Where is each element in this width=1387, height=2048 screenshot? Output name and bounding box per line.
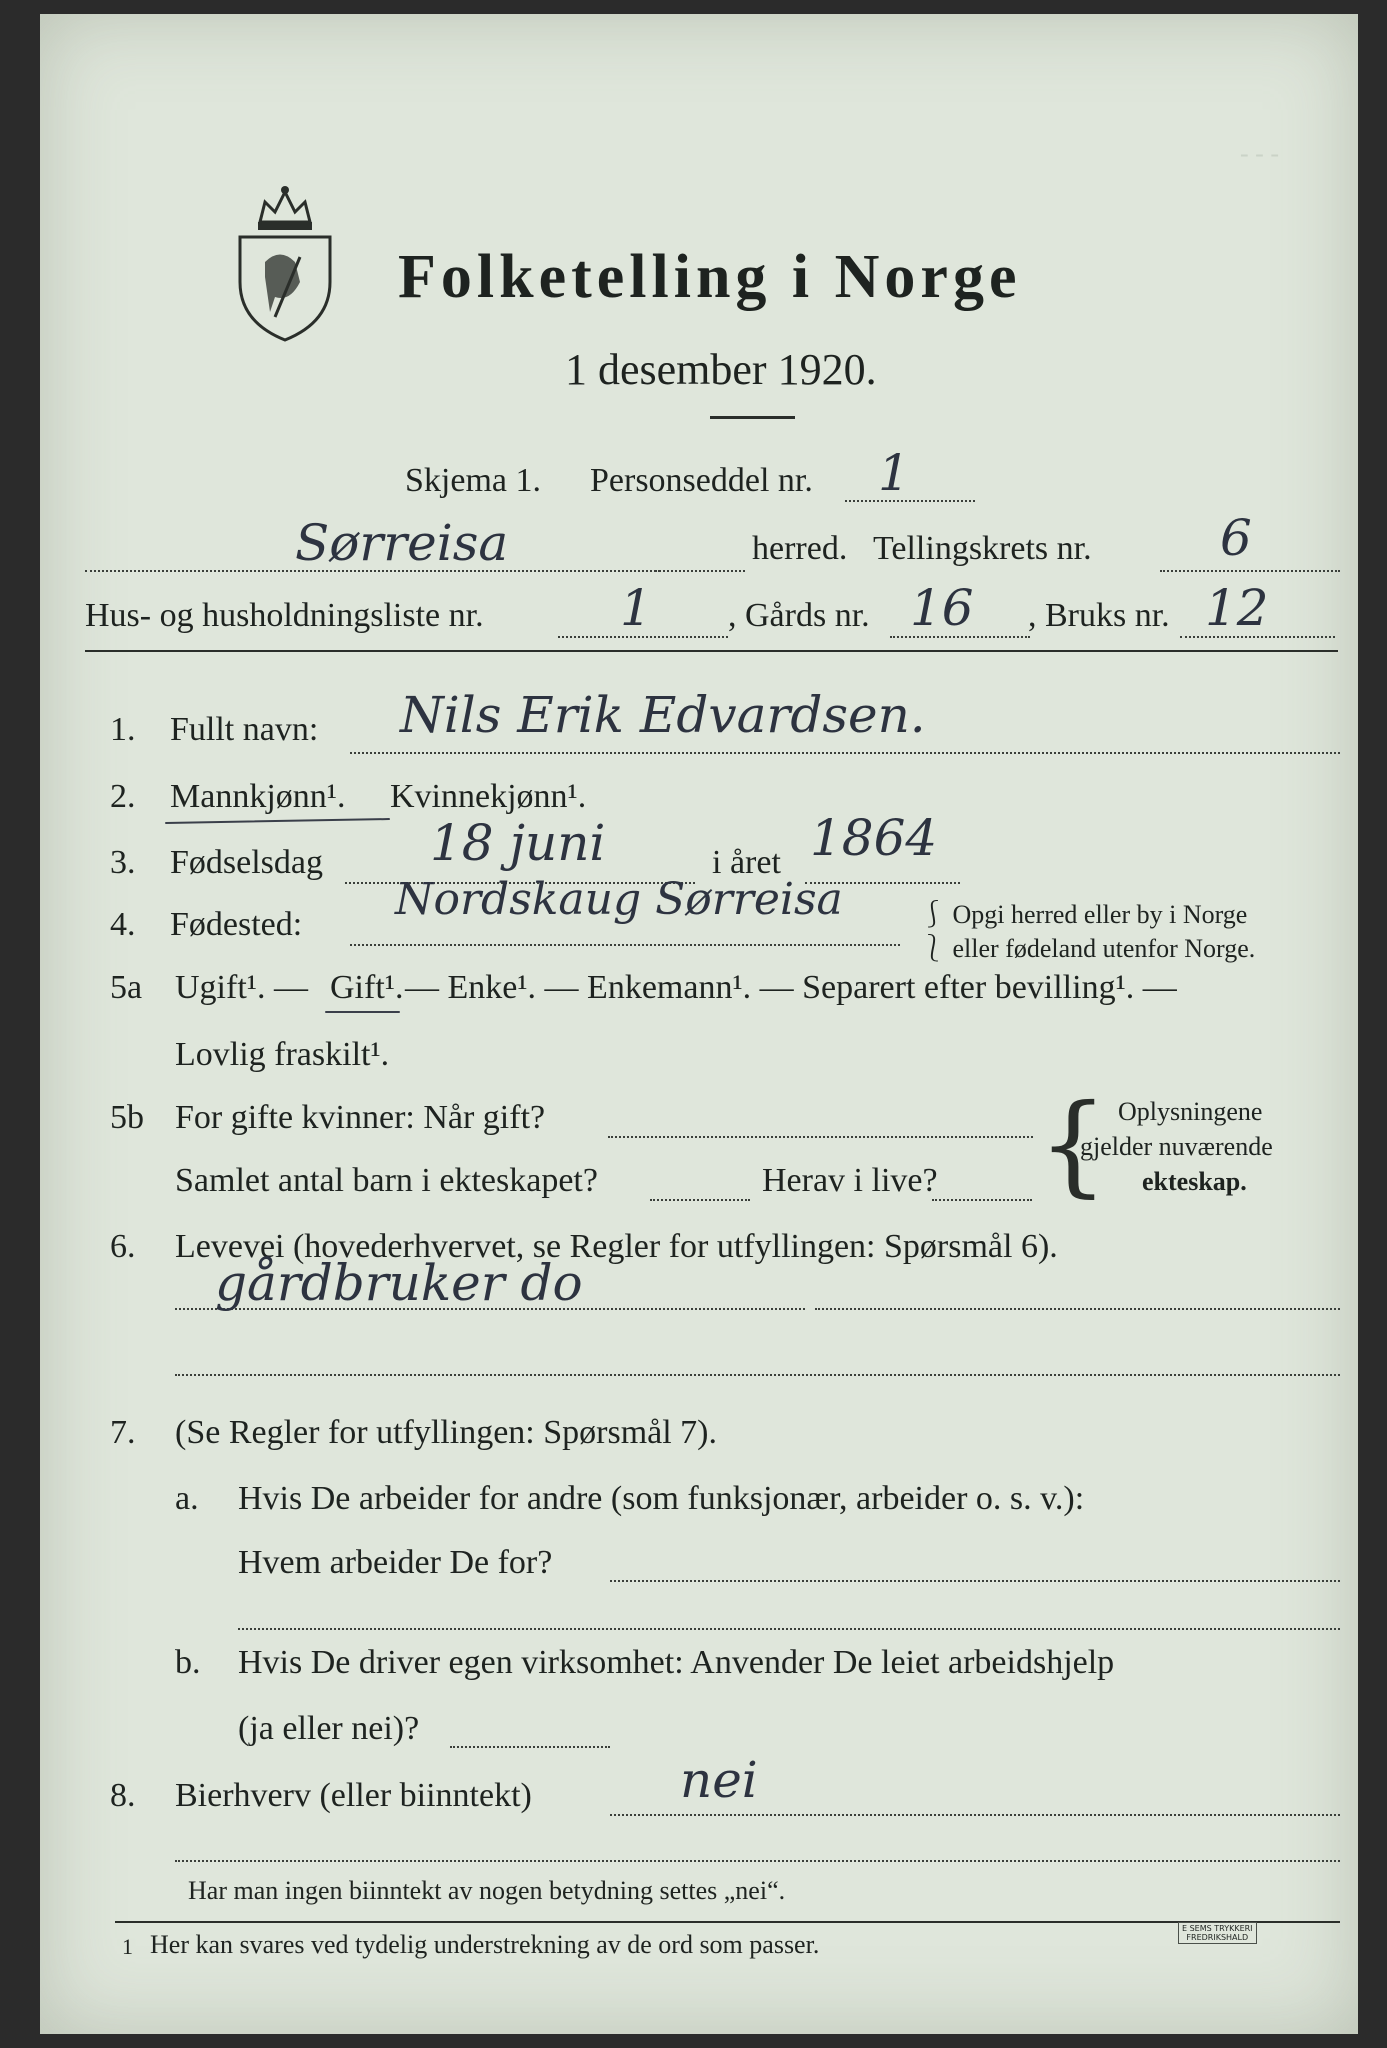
title-divider [710, 416, 795, 419]
q3-label: Fødselsdag [170, 844, 323, 881]
q5a-number: 5a [110, 969, 143, 1006]
q8-value: nei [680, 1751, 758, 1809]
q3-year-label: i året [712, 844, 781, 881]
footer-note: Har man ingen biinntekt av nogen betydning settes „nei“. [188, 1876, 786, 1905]
q5a-gift-underline [325, 1011, 400, 1013]
printer-stamp-line1: E SEMS TRYKKERI [1182, 1924, 1253, 1933]
q5b-i-live-label: Herav i live? [762, 1162, 938, 1199]
q1-label: Fullt navn: [170, 711, 319, 748]
q1-line [350, 752, 1340, 754]
q2-male-underline [165, 818, 390, 824]
q3-day-value: 18 juni [430, 814, 606, 872]
personseddel-value: 1 [878, 444, 910, 502]
q5b-note3: ekteskap. [1142, 1167, 1247, 1196]
q5b-i-live-line [932, 1199, 1032, 1201]
bruks-value: 12 [1205, 579, 1269, 637]
printer-stamp-line2: FREDRIKSHALD [1186, 1933, 1249, 1942]
q5b-barn-label: Samlet antal barn i ekteskapet? [175, 1162, 598, 1199]
header-rule [85, 650, 1338, 652]
q8-number: 8. [110, 1777, 136, 1814]
q4-note-line2: ⎱ eller fødeland utenfor Norge. [920, 934, 1256, 963]
q7b-line [450, 1746, 610, 1748]
herred-line-2 [655, 570, 745, 572]
q8-line2 [175, 1860, 1340, 1862]
printer-stamp [1178, 1922, 1257, 1944]
q4-value: Nordskaug Sørreisa [395, 874, 843, 925]
q8-line [610, 1814, 1340, 1816]
q6-value: gårdbruker do [215, 1254, 583, 1312]
q3-number: 3. [110, 844, 136, 881]
q5b-note1: Oplysningene [1118, 1097, 1263, 1126]
q7-label: (Se Regler for utfyllingen: Spørsmål 7). [175, 1414, 718, 1451]
bleed-through-text: ‑ ‑ ‑ [1240, 139, 1279, 168]
personseddel-label: Personseddel nr. [590, 462, 813, 499]
tellingskrets-value: 6 [1220, 509, 1252, 567]
q8-label: Bierhverv (eller biinntekt) [175, 1777, 532, 1814]
tellingskrets-label: Tellingskrets nr. [873, 530, 1092, 567]
q5b-number: 5b [110, 1099, 144, 1136]
personseddel-line [845, 500, 975, 502]
q1-value: Nils Erik Edvardsen. [400, 686, 926, 744]
q5b-note2: gjelder nuværende [1080, 1132, 1273, 1161]
gards-label: , Gårds nr. [728, 597, 870, 634]
q7b-letter: b. [175, 1644, 201, 1681]
q6-line2 [175, 1374, 1340, 1376]
q5b-barn-line [650, 1199, 750, 1201]
q4-note-line1: ⎰ Opgi herred eller by i Norge [920, 900, 1248, 929]
q4-line [350, 944, 900, 946]
q5a-fraskilt: Lovlig fraskilt¹. [175, 1036, 390, 1073]
q6-number: 6. [110, 1228, 136, 1265]
q6-line1b [815, 1308, 1340, 1310]
herred-label: herred. [752, 530, 848, 567]
husliste-value: 1 [620, 579, 652, 637]
husliste-label: Hus- og husholdningsliste nr. [85, 597, 484, 634]
q5a-gift: Gift¹. [330, 969, 404, 1006]
herred-value: Sørreisa [295, 514, 509, 572]
q2-number: 2. [110, 778, 136, 815]
q3-year-value: 1864 [810, 809, 938, 867]
form-title: Folketelling i Norge [398, 243, 1022, 311]
footnote-number: 1 [122, 1934, 133, 1959]
q7a-line1: Hvis De arbeider for andre (som funksjonær, arbeider o. s. v.): [238, 1480, 1085, 1517]
q4-label: Fødested: [170, 906, 303, 943]
q5a-options: — Enke¹. — Enkemann¹. — Separert efter bevilling¹. — [405, 969, 1177, 1006]
norway-coat-of-arms-icon [230, 182, 340, 342]
q4-number: 4. [110, 906, 136, 943]
census-date: 1 desember 1920. [565, 345, 877, 394]
q7b-line1: Hvis De driver egen virksomhet: Anvender De leiet arbeidshjelp [238, 1644, 1115, 1681]
q1-number: 1. [110, 711, 136, 748]
q7a-line-extra [238, 1628, 1340, 1630]
q5a-ugift: Ugift¹. — [175, 969, 308, 1006]
q7a-letter: a. [175, 1480, 199, 1517]
q7a-line [610, 1580, 1340, 1582]
census-form-sheet [40, 14, 1358, 2034]
bruks-label: , Bruks nr. [1028, 597, 1170, 634]
q5b-brace: { [1038, 1080, 1108, 1208]
q2-female: Kvinnekjønn¹. [390, 778, 587, 815]
q7a-line2: Hvem arbeider De for? [238, 1544, 553, 1581]
q7b-line2: (ja eller nei)? [238, 1710, 420, 1747]
footer-rule [115, 1921, 1340, 1923]
q7-number: 7. [110, 1414, 136, 1451]
footnote-text: Her kan svares ved tydelig understrekning av de ord som passer. [150, 1930, 820, 1959]
q6-label: Levevei (hovederhvervet, se Regler for utfyllingen: Spørsmål 6). [175, 1228, 1058, 1265]
q5b-naar-gift-line [608, 1136, 1033, 1138]
gards-value: 16 [910, 579, 974, 637]
tellingskrets-line [1160, 570, 1340, 572]
schema-label: Skjema 1. [405, 462, 541, 499]
q2-male: Mannkjønn¹. [170, 778, 346, 815]
q5b-line1: For gifte kvinner: Når gift? [175, 1099, 546, 1136]
